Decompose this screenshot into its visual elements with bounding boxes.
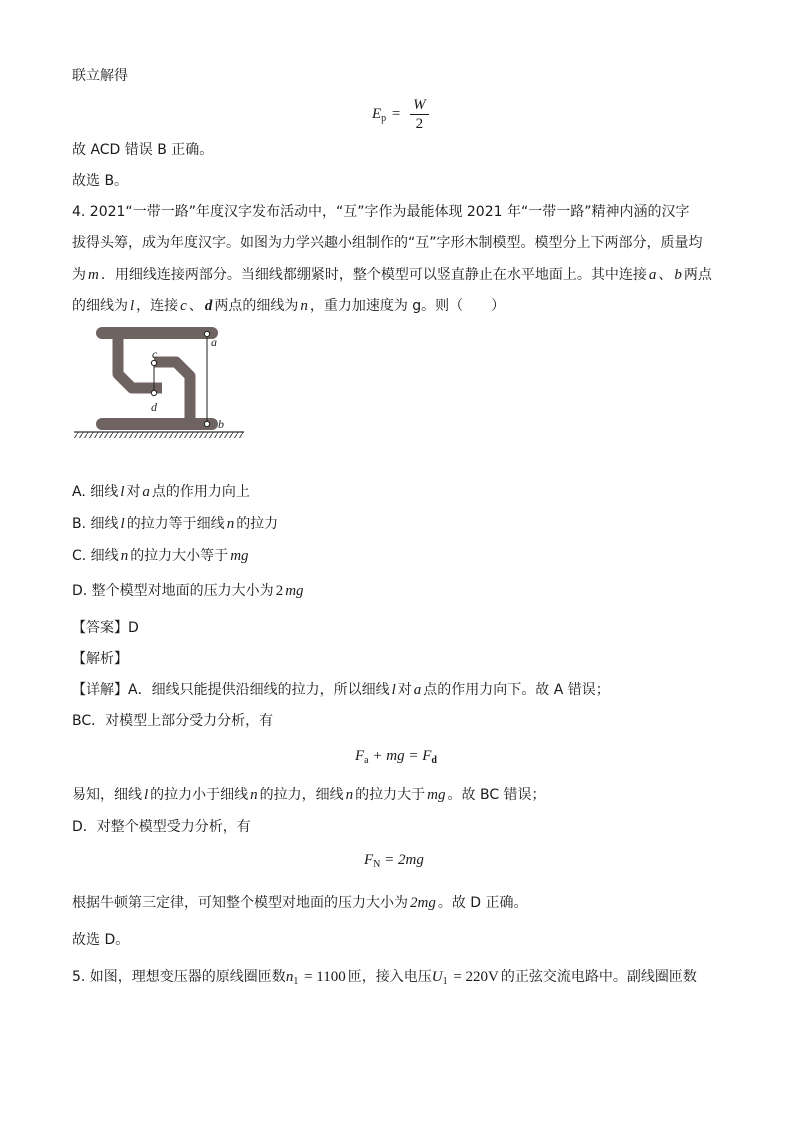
q4-line-3: 为 m ．用细线连接两部分。当细线都绷紧时，整个模型可以竖直静止在水平地面上。其中连接 a 、 b 两点 [72, 267, 712, 283]
eq-ep-numerator: W [410, 96, 429, 115]
option-a: A. 细线 l 对 a 点的作用力向上 [72, 484, 250, 500]
joint-solve-text: 联立解得 [72, 68, 128, 84]
point-b [204, 421, 209, 426]
bottom-bar [96, 418, 218, 430]
analysis-bc-intro: BC．对模型上部分受力分析，有 [72, 713, 274, 729]
analysis-label: 【解析】 [72, 651, 128, 667]
ground-hatch [74, 432, 244, 438]
prev-choice: 故选 B。 [72, 173, 129, 189]
label-b: b [218, 417, 224, 431]
equation-force-upper: $F_a$ + mg = $F_d$ [355, 748, 437, 766]
var-b: b [674, 267, 682, 283]
eq-ep-fraction [410, 96, 429, 133]
option-b: B. 细线 l 的拉力等于细线 n 的拉力 [72, 516, 279, 532]
eq-ep-sign: = [391, 105, 401, 122]
eq-ep-lhs: $E_p$ [372, 105, 387, 124]
var-d: d [204, 298, 213, 314]
point-d [151, 390, 156, 395]
equation-normal-force: $F_N = 2mg$ [364, 852, 424, 870]
answer-value: D [128, 620, 139, 636]
prev-conclusion: 故 ACD 错误 B 正确。 [72, 142, 214, 158]
label-c: c [152, 347, 158, 361]
q4-line-4: 的细线为 l ，连接 c 、 d 两点的细线为 n ，重力加速度为 g。则（ ） [72, 298, 506, 314]
answer-label: 【答案】 [72, 620, 128, 636]
hu-model-figure [72, 322, 252, 442]
label-a: a [211, 335, 217, 349]
option-c: C. 细线 n 的拉力大小等于 mg [72, 548, 249, 564]
point-a [204, 331, 209, 336]
analysis-newton: 根据牛顿第三定律，可知整个模型对地面的压力大小为 2mg 。故 D 正确。 [72, 895, 528, 911]
label-d: d [151, 400, 157, 414]
var-m: m [88, 267, 99, 283]
var-l: l [130, 298, 135, 314]
q4-line-1: 4. 2021“一带一路”年度汉字发布活动中，“互”字作为最能体现 2021 年“一带一路”精神内涵的汉字 [72, 204, 690, 220]
var-n: n [300, 298, 308, 314]
q4-line-2: 拔得头筹，成为年度汉字。如图为力学兴趣小组制作的“互”字形木制模型。模型分上下两部分，质量均 [72, 235, 703, 251]
equation-ep [370, 96, 429, 133]
point-c [151, 360, 156, 365]
analysis-d-intro: D．对整个模型受力分析，有 [72, 819, 251, 835]
analysis-easy: 易知，细线 l 的拉力小于细线 n 的拉力，细线 n 的拉力大于 mg 。故 BC 错误； [72, 787, 546, 803]
analysis-choice: 故选 D。 [72, 932, 130, 948]
q5-line-1: 5. 如图，理想变压器的原线圈匝数$n_1 = 1100$ 匝，接入电压$U_1 = 220V$ 的正弦交流电路中。副线圈匝数 [72, 969, 697, 987]
answer-line [72, 618, 139, 638]
eq-ep-denominator: 2 [415, 116, 424, 132]
var-c: c [180, 298, 187, 314]
analysis-detail-a: 【详解】A．细线只能提供沿细线的拉力，所以细线 l 对 a 点的作用力向下。故 A 错误； [72, 682, 610, 698]
var-a: a [648, 267, 657, 283]
option-d: D. 整个模型对地面的压力大小为 2 mg [72, 583, 304, 599]
